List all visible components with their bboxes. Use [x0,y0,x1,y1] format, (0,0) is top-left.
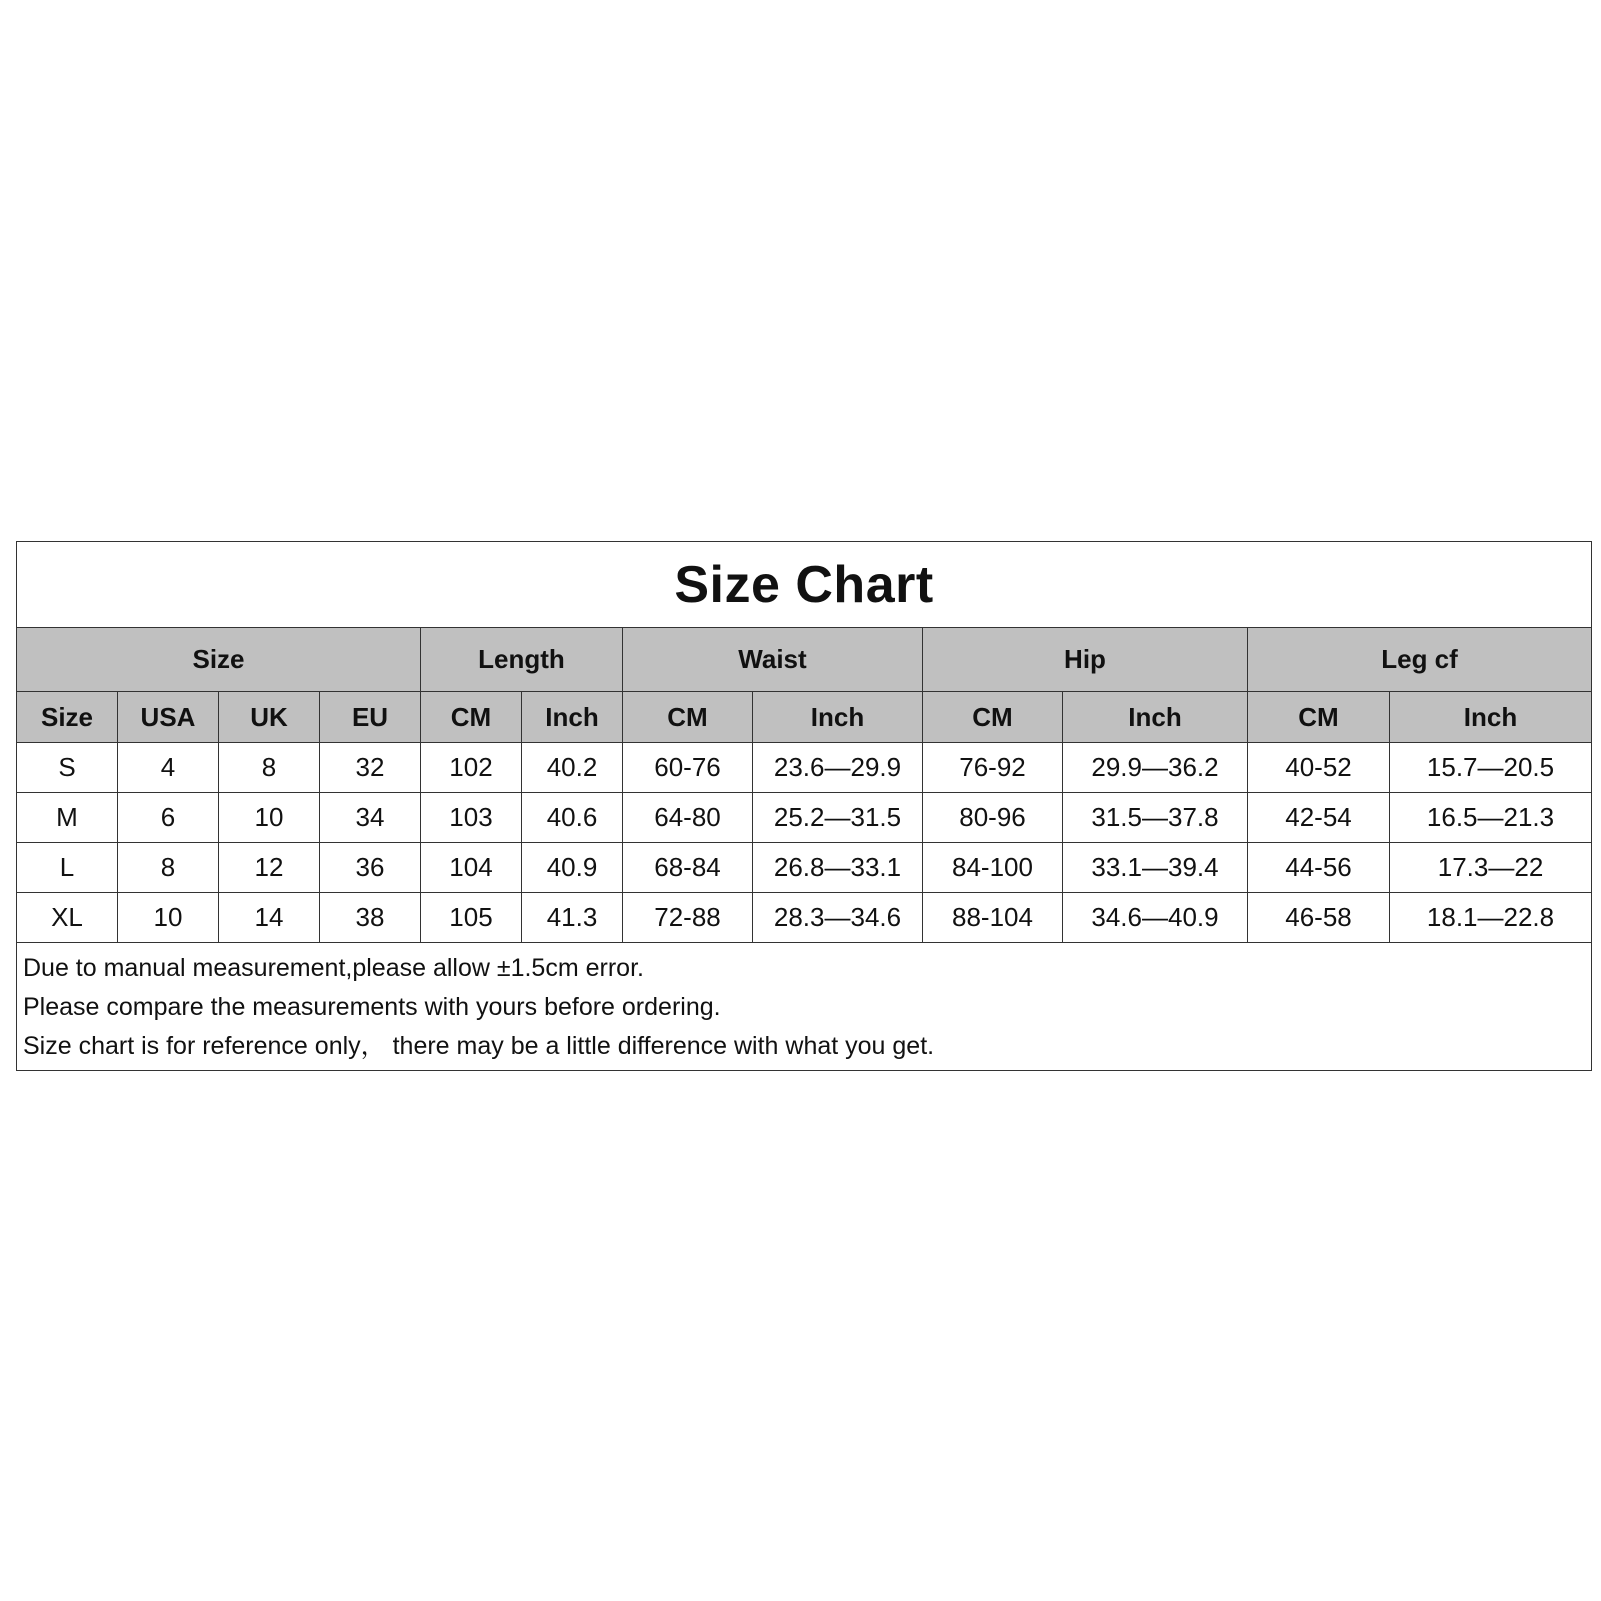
subheader-eu: EU [320,692,421,743]
table-cell: 10 [219,793,320,843]
subheader-hip-inch: Inch [1063,692,1248,743]
size-chart-table [16,541,1592,1071]
table-cell: 28.3—34.6 [753,893,923,943]
note-line: Due to manual measurement,please allow ±1.5cm error. [23,954,644,982]
table-cell: 34.6—40.9 [1063,893,1248,943]
table-cell: 44-56 [1248,843,1390,893]
table-cell: 84-100 [923,843,1063,893]
subheader-usa: USA [118,692,219,743]
subheader-uk: UK [219,692,320,743]
table-cell: 32 [320,743,421,793]
table-cell: 12 [219,843,320,893]
table-cell: 8 [219,743,320,793]
table-cell: 10 [118,893,219,943]
table-cell: M [17,793,118,843]
subheader-waist-cm: CM [623,692,753,743]
table-cell: 17.3—22 [1390,843,1592,893]
group-header-waist: Waist [623,628,923,692]
title-row [17,542,1592,628]
table-cell: 72-88 [623,893,753,943]
group-header-leg-cf: Leg cf [1248,628,1592,692]
table-cell: 42-54 [1248,793,1390,843]
group-header-hip: Hip [923,628,1248,692]
table-cell: 76-92 [923,743,1063,793]
group-header-row [17,628,1592,692]
table-cell: 38 [320,893,421,943]
table-row [17,843,1592,893]
group-header-length: Length [421,628,623,692]
group-header-size: Size [17,628,421,692]
table-cell: 14 [219,893,320,943]
subheader-leg-cm: CM [1248,692,1390,743]
subheader-size: Size [17,692,118,743]
table-cell: 40.2 [522,743,623,793]
table-cell: XL [17,893,118,943]
notes-row [17,943,1592,1071]
table-cell: 16.5—21.3 [1390,793,1592,843]
table-cell: 105 [421,893,522,943]
table-cell: 23.6—29.9 [753,743,923,793]
table-cell: S [17,743,118,793]
subheader-hip-cm: CM [923,692,1063,743]
table-cell: 102 [421,743,522,793]
table-cell: 40-52 [1248,743,1390,793]
table-cell: 40.9 [522,843,623,893]
subheader-leg-inch: Inch [1390,692,1592,743]
table-cell: 18.1—22.8 [1390,893,1592,943]
table-cell: 29.9—36.2 [1063,743,1248,793]
table-cell: 41.3 [522,893,623,943]
note-line: Please compare the measurements with yours before ordering. [23,993,721,1021]
table-cell: 88-104 [923,893,1063,943]
subheader-length-cm: CM [421,692,522,743]
table-cell: 4 [118,743,219,793]
table-cell: 31.5—37.8 [1063,793,1248,843]
sub-header-row [17,692,1592,743]
table-row [17,893,1592,943]
table-cell: 80-96 [923,793,1063,843]
subheader-waist-inch: Inch [753,692,923,743]
table-cell: 34 [320,793,421,843]
chart-title: Size Chart [17,542,1592,628]
notes [17,943,1592,1071]
table-cell: 25.2—31.5 [753,793,923,843]
subheader-length-inch: Inch [522,692,623,743]
table-cell: 6 [118,793,219,843]
table-cell: 68-84 [623,843,753,893]
table-cell: 103 [421,793,522,843]
table-cell: 60-76 [623,743,753,793]
size-chart [16,541,1591,1071]
table-cell: 8 [118,843,219,893]
table-cell: 64-80 [623,793,753,843]
table-cell: 36 [320,843,421,893]
table-cell: 104 [421,843,522,893]
table-cell: 40.6 [522,793,623,843]
table-cell: 33.1—39.4 [1063,843,1248,893]
table-row [17,743,1592,793]
table-cell: 26.8—33.1 [753,843,923,893]
table-cell: L [17,843,118,893]
table-cell: 46-58 [1248,893,1390,943]
note-line: Size chart is for reference only， there may be a little difference with what you get. [23,1032,935,1060]
table-row [17,793,1592,843]
table-cell: 15.7—20.5 [1390,743,1592,793]
